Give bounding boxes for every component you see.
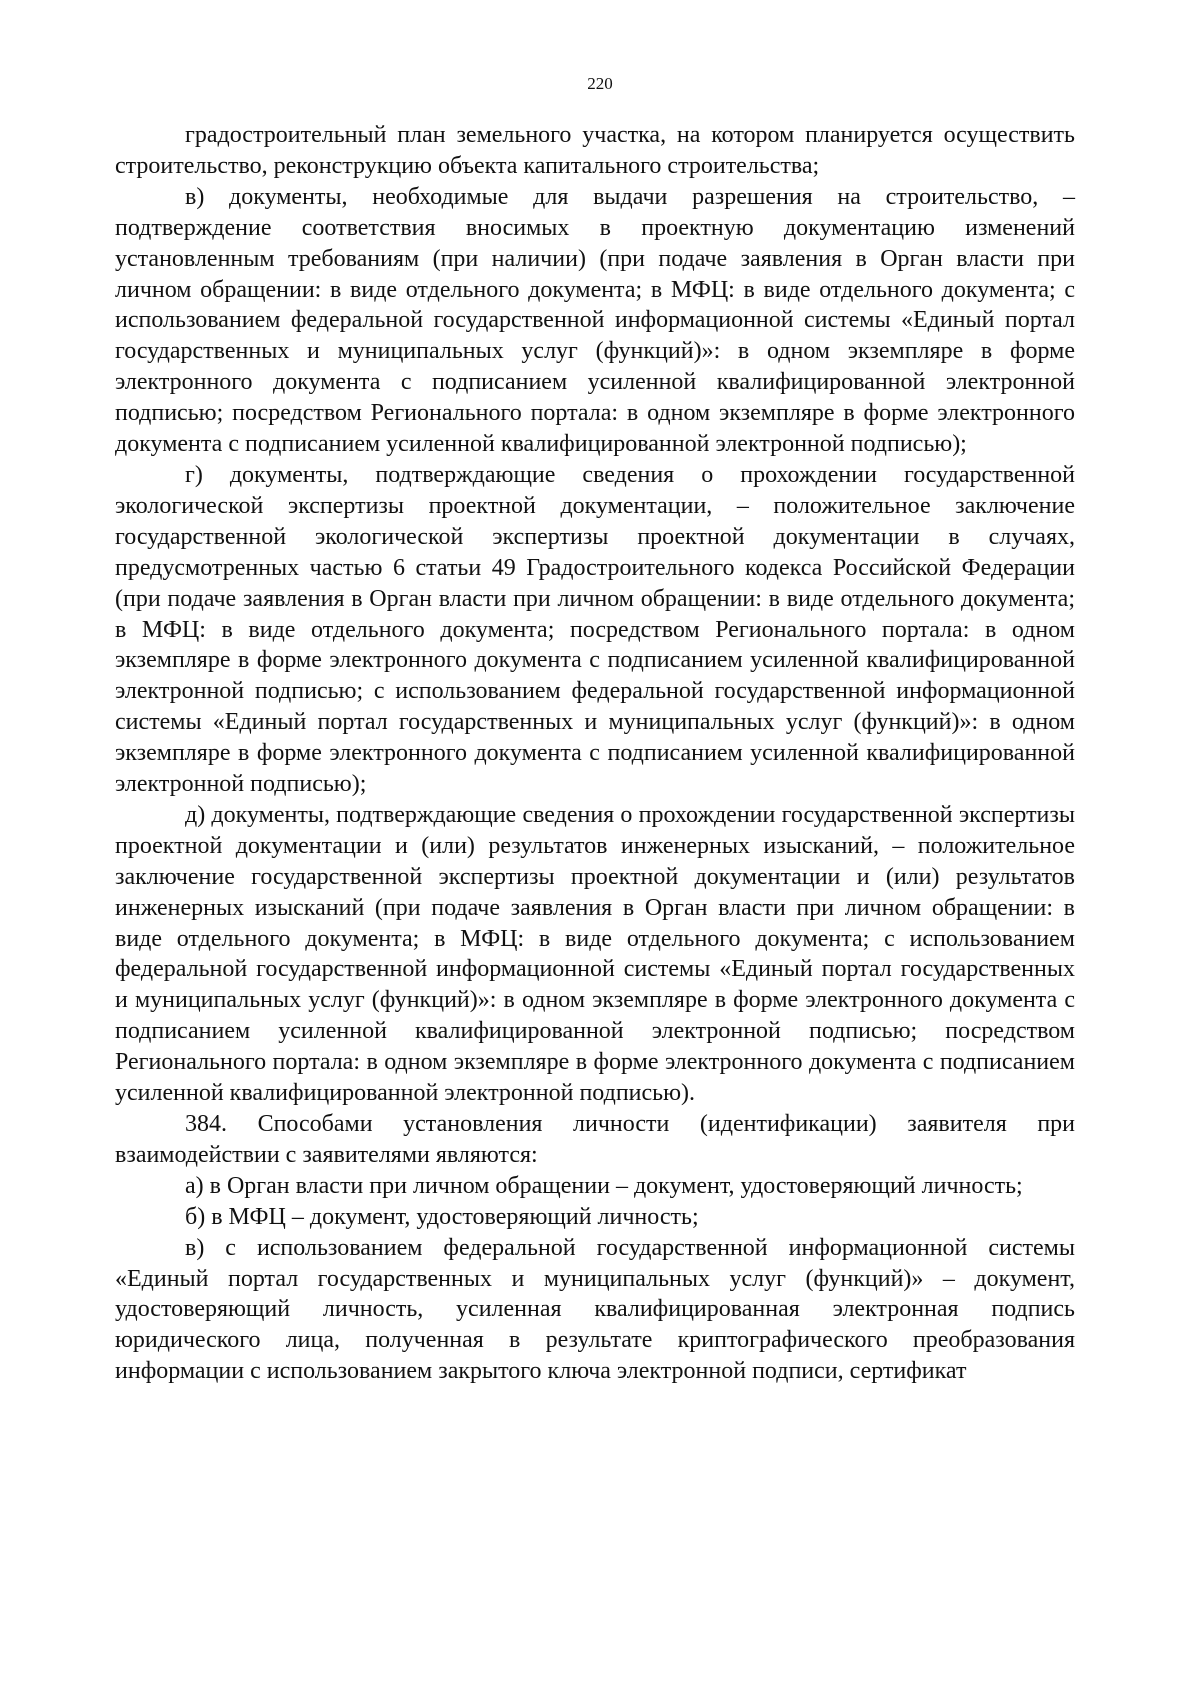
page-number: 220 [587, 74, 613, 93]
paragraph-item-g: г) документы, подтверждающие сведения о прохождении государственной экологической экспертизы проектной документации, – положительное заключение государственной экологической экспертизы проектной документации в случаях, предусмотренных частью 6 статьи 49 Градостроительного кодекса Российской Федерации (при подаче заявления в Орган власти при личном обращении: в виде отдельного документа; в МФЦ: в виде отдельного документа; посредством Регионального портала: в одном экземпляре в форме электронного документа с подписанием усиленной квалифицированной электронной подписью; с использованием федеральной государственной информационной системы «Единый портал государственных и муниципальных услуг (функций)»: в одном экземпляре в форме электронного документа с подписанием усиленной квалифицированной электронной подписью); [115, 461, 1075, 798]
paragraph-item-d: д) документы, подтверждающие сведения о прохождении государственной экспертизы проектной документации и (или) результатов инженерных изысканий, – положительное заключение государственной экспертизы проектной документации и (или) результатов инженерных изысканий (при подаче заявления в Орган власти при личном обращении: в виде отдельного документа; в МФЦ: в виде отдельного документа; с использованием федеральной государственной информационной системы «Единый портал государственных и муниципальных услуг (функций)»: в одном экземпляре в форме электронного документа с подписанием усиленной квалифицированной электронной подписью; посредством Регионального портала: в одном экземпляре в форме электронного документа с подписанием усиленной квалифицированной электронной подписью). [115, 801, 1075, 1107]
paragraph-item-b: б) в МФЦ – документ, удостоверяющий личность; [185, 1203, 699, 1230]
paragraph-item-v: в) документы, необходимые для выдачи разрешения на строительство, – подтверждение соответствия вносимых в проектную документацию изменений установленным требованиям (при наличии) (при подаче заявления в Орган власти при личном обращении: в виде отдельного документа; в МФЦ: в виде отдельного документа; с использованием федеральной государственной информационной системы «Единый портал государственных и муниципальных услуг (функций)»: в одном экземпляре в форме электронного документа с подписанием усиленной квалифицированной электронной подписью; посредством Регионального портала: в одном экземпляре в форме электронного документа с подписанием усиленной квалифицированной электронной подписью); [115, 183, 1075, 458]
paragraph-continuation: градостроительный план земельного участка, на котором планируется осуществить строительство, реконструкцию объекта капитального строительства; [115, 122, 1075, 179]
paragraph-clause-384: 384. Способами установления личности (идентификации) заявителя при взаимодействии с заявителями являются: [115, 1111, 1075, 1168]
paragraph-item-a: а) в Орган власти при личном обращении – документ, удостоверяющий личность; [185, 1172, 1023, 1199]
document-body [115, 120, 1075, 1387]
paragraph-item-v-2: в) с использованием федеральной государственной информационной системы «Единый портал государственных и муниципальных услуг (функций)» – документ, удостоверяющий личность, усиленная квалифицированная электронная подпись юридического лица, полученная в результате криптографического преобразования информации с использованием закрытого ключа электронной подписи, сертификат [115, 1234, 1075, 1385]
